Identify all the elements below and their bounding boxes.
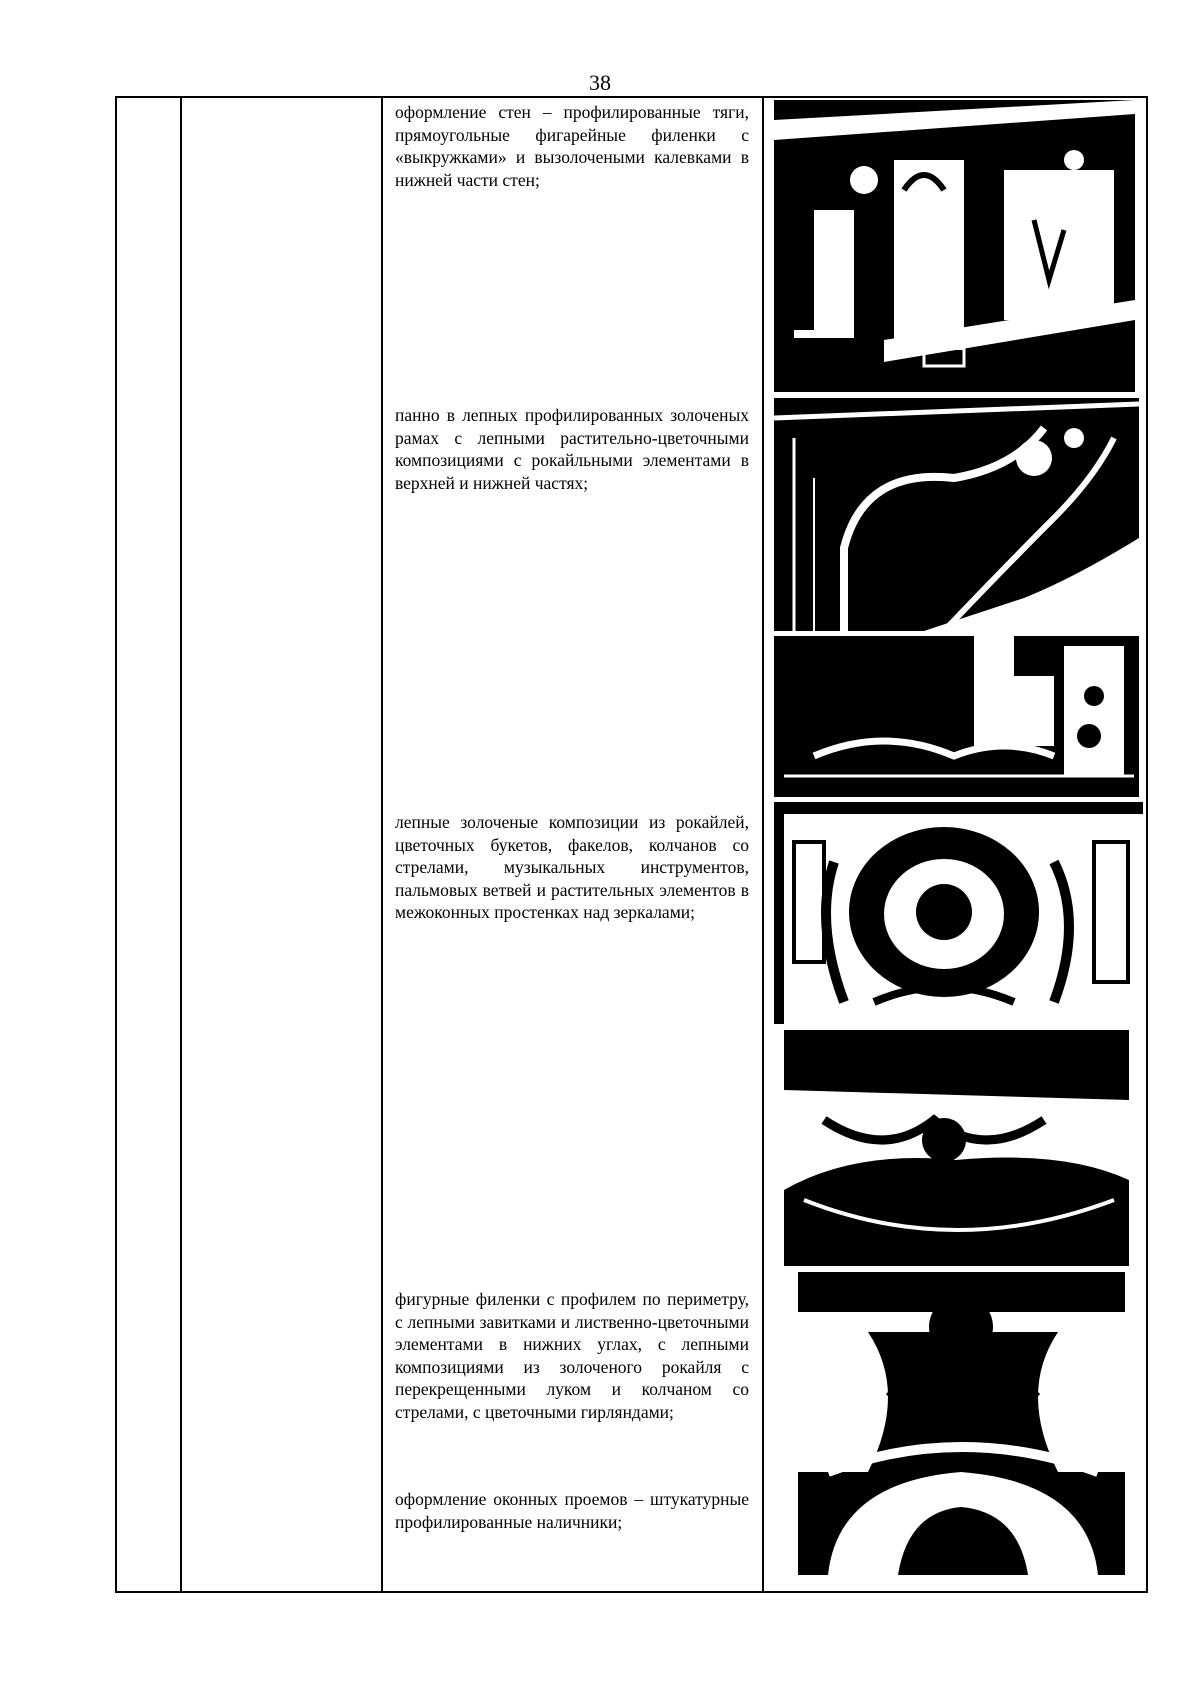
- description-stucco-panels: панно в лепных профилированных золоченых рамах с лепными растительно-цветочными композициями с рокайльными элементами в верхней и нижней частях;: [395, 405, 749, 493]
- table-cell-number: [116, 97, 181, 1592]
- photo-rocaille-composition: [774, 802, 1143, 1024]
- table-cell-photos: [763, 97, 1147, 1592]
- photo-pier-stucco-composition: [784, 1030, 1129, 1266]
- description-pier-compositions: лепные золоченые композиции из рокайлей, цветочных букетов, факелов, колчанов со стрелами, музыкальных инструментов, пальмовых ветвей и растительных элементов в межоконных простенках над зеркалами;: [395, 812, 749, 923]
- table-cell-description: [382, 97, 763, 1592]
- page-number: 38: [589, 70, 611, 95]
- photo-figured-panel-with-arch: [798, 1272, 1125, 1575]
- description-figured-panels: фигурные филенки с профилем по периметру, с лепными завитками и лиственно-цветочными элементами в нижних углах, с лепными композициями из золоченого рокайля с перекрещенными луком и колчаном со стрелами, с цветочными гирляндами;: [395, 1289, 749, 1422]
- table-cell-element: [181, 97, 382, 1592]
- description-wall-decoration: оформление стен – профилированные тяги, прямоугольные фигарейные филенки с «выкружками» и вызолочеными калевками в нижней части стен;: [395, 102, 749, 190]
- object-description-table: [115, 96, 1148, 1593]
- description-window-openings: оформление оконных проемов – штукатурные профилированные наличники;: [395, 1489, 749, 1532]
- photo-panel-lower-part: [774, 636, 1139, 797]
- photo-stucco-panel-frame: [774, 398, 1139, 631]
- photo-wall-decoration: [774, 100, 1135, 392]
